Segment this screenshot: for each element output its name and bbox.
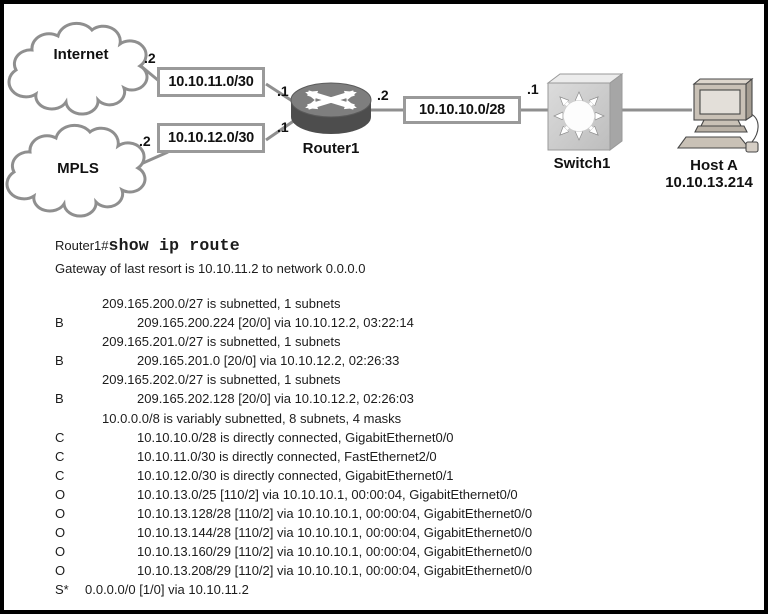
route-code: C [55,429,65,445]
if-label-internet-far: .2 [144,50,156,66]
route-line [0,372,768,391]
route-line [0,582,768,601]
route-text: 0.0.0.0/0 [1/0] via 10.10.11.2 [85,582,249,598]
route-line [0,391,768,410]
cli-command: show ip route [108,236,240,255]
route-text: 209.165.202.128 [20/0] via 10.10.12.2, 02:26:03 [137,391,414,407]
route-code: S* [55,582,69,598]
route-code: C [55,448,65,464]
route-line [0,468,768,487]
route-text: 209.165.202.0/27 is subnetted, 1 subnets [102,372,341,388]
route-text: 10.10.12.0/30 is directly connected, GigabitEthernet0/1 [137,467,454,483]
host-icon [678,79,758,152]
route-text: 10.10.13.208/29 [110/2] via 10.10.10.1, 00:00:04, GigabitEthernet0/0 [137,563,533,579]
route-text: 10.10.13.0/25 [110/2] via 10.10.10.1, 00:00:04, GigabitEthernet0/0 [137,486,518,502]
internet-cloud-icon [9,23,147,114]
route-code: C [55,467,65,483]
route-text: 209.165.201.0 [20/0] via 10.10.12.2, 02:26:33 [137,353,400,369]
route-code: O [55,563,66,579]
subnet-box-internet: 10.10.11.0/30 [157,67,265,97]
internet-cloud-label: Internet [53,46,109,63]
route-line [0,334,768,353]
subnet-box-lan: 10.10.10.0/28 [403,96,521,124]
switch-icon [548,74,622,150]
route-line [0,506,768,525]
route-code: O [55,506,66,522]
route-text: 209.165.200.224 [20/0] via 10.10.12.2, 03:22:14 [137,315,414,331]
if-label-router-lan: .2 [377,87,389,103]
route-line [0,296,768,315]
gateway-of-last-resort-line: Gateway of last resort is 10.10.11.2 to network 0.0.0.0 [55,261,366,276]
host-ip-label: 10.10.13.214 [665,174,753,191]
route-text: 10.0.0.0/8 is variably subnetted, 8 subnets, 4 masks [102,410,402,426]
mpls-cloud-label: MPLS [57,160,99,177]
route-line [0,411,768,430]
router-icon [291,83,371,134]
route-code: B [55,353,64,369]
if-label-router-internet: .1 [277,83,289,99]
route-code: O [55,525,66,541]
host-label: Host A [690,157,738,174]
route-text: 10.10.13.144/28 [110/2] via 10.10.10.1, 00:00:04, GigabitEthernet0/0 [137,525,533,541]
route-line [0,563,768,582]
route-text: 10.10.10.0/28 is directly connected, GigabitEthernet0/0 [137,429,454,445]
route-line [0,487,768,506]
route-code: O [55,544,66,560]
routing-table [0,296,768,602]
route-code: O [55,486,66,502]
route-line [0,315,768,334]
route-line [0,544,768,563]
route-code: B [55,315,64,331]
route-line [0,353,768,372]
route-line [0,525,768,544]
route-text: 10.10.13.128/28 [110/2] via 10.10.10.1, 00:00:04, GigabitEthernet0/0 [137,506,533,522]
switch-label: Switch1 [553,155,611,172]
if-label-mpls-far: .2 [139,133,151,149]
route-text: 209.165.201.0/27 is subnetted, 1 subnets [102,334,341,350]
cli-prompt: Router1# [55,238,109,253]
router-label: Router1 [302,140,360,157]
route-line [0,430,768,449]
route-text: 10.10.13.160/29 [110/2] via 10.10.10.1, 00:00:04, GigabitEthernet0/0 [137,544,533,560]
route-text: 209.165.200.0/27 is subnetted, 1 subnets [102,296,341,311]
if-label-router-mpls: .1 [277,119,289,135]
if-label-switch: .1 [527,81,539,97]
subnet-box-mpls: 10.10.12.0/30 [157,123,265,153]
route-line [0,449,768,468]
route-text: 10.10.11.0/30 is directly connected, FastEthernet2/0 [137,448,437,464]
route-code: B [55,391,64,407]
cli-prompt-line [55,236,240,256]
